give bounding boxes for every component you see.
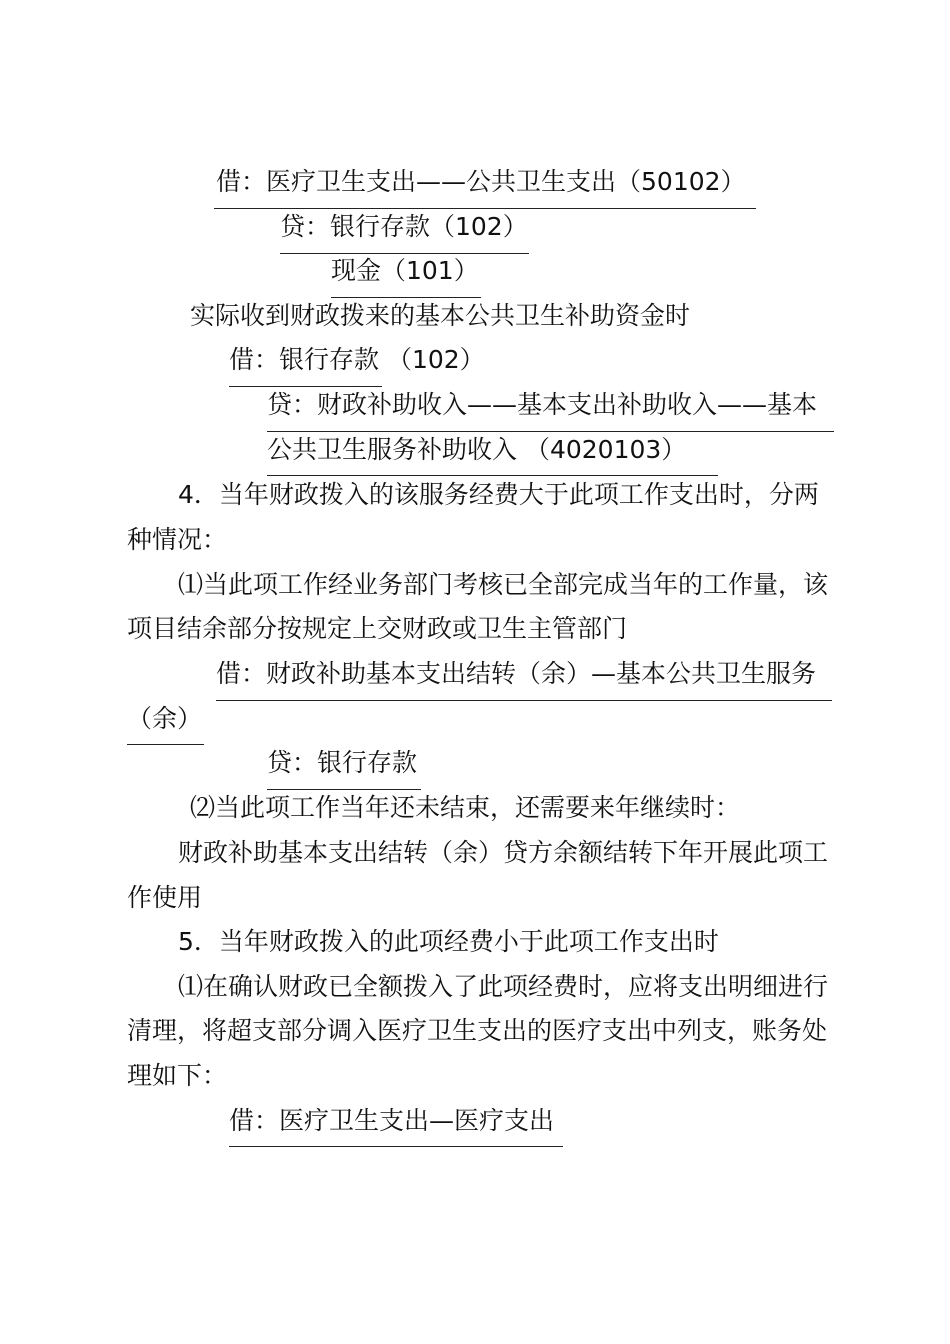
journal-entry-credit-subsidy-cont: 公共卫生服务补助收入 （4020103） (267, 435, 687, 464)
paragraph-text: 项目结余部分按规定上交财政或卫生主管部门 (127, 614, 628, 643)
journal-entry-credit-subsidy: 贷：财政补助收入——基本支出补助收入——基本 (267, 390, 818, 419)
underline (267, 789, 421, 790)
list-item-text: ⑵当此项工作当年还未结束，还需要来年继续时： (190, 793, 741, 822)
paragraph-text: 作使用 (127, 883, 203, 912)
paragraph-text: 财政补助基本支出结转（余）贷方余额结转下年开展此项工 (178, 838, 829, 867)
list-item-text: ⑴在确认财政已全额拨入了此项经费时，应将支出明细进行 (178, 972, 829, 1001)
section-heading-4: 4．当年财政拨入的该服务经费大于此项工作支出时，分两 (178, 480, 819, 509)
paragraph-text: 理如下： (127, 1061, 228, 1090)
journal-entry-credit-cash: 现金（101） (331, 256, 479, 285)
paragraph-text: 清理，将超支部分调入医疗卫生支出的医疗支出中列支，账务处 (127, 1016, 828, 1045)
list-item-text: ⑴当此项工作经业务部门考核已全部完成当年的工作量，该 (178, 570, 829, 599)
journal-entry-debit-bank: 借：银行存款 （102） (229, 345, 485, 374)
underline (267, 475, 718, 476)
underline (216, 700, 832, 701)
journal-entry-debit-carryover-cont: （余） (127, 704, 203, 733)
section-heading-5: 5．当年财政拨入的此项经费小于此项工作支出时 (178, 927, 719, 956)
journal-entry-debit-carryover: 借：财政补助基本支出结转（余）—基本公共卫生服务 (216, 659, 817, 688)
underline (280, 253, 529, 254)
underline (229, 1146, 563, 1147)
journal-entry-credit-bank: 贷：银行存款 (267, 748, 418, 777)
underline (331, 297, 481, 298)
journal-entry-debit-public-health: 借：医疗卫生支出——公共卫生支出（50102） (216, 167, 746, 196)
journal-entry-debit-medical: 借：医疗卫生支出—医疗支出 (229, 1106, 555, 1135)
paragraph-text: 实际收到财政拨来的基本公共卫生补助资金时 (190, 301, 691, 330)
journal-entry-credit-bank: 贷：银行存款（102） (280, 212, 528, 241)
underline (214, 208, 756, 209)
underline (267, 431, 834, 432)
paragraph-text: 种情况： (127, 525, 228, 554)
underline (127, 744, 204, 745)
underline (229, 386, 382, 387)
